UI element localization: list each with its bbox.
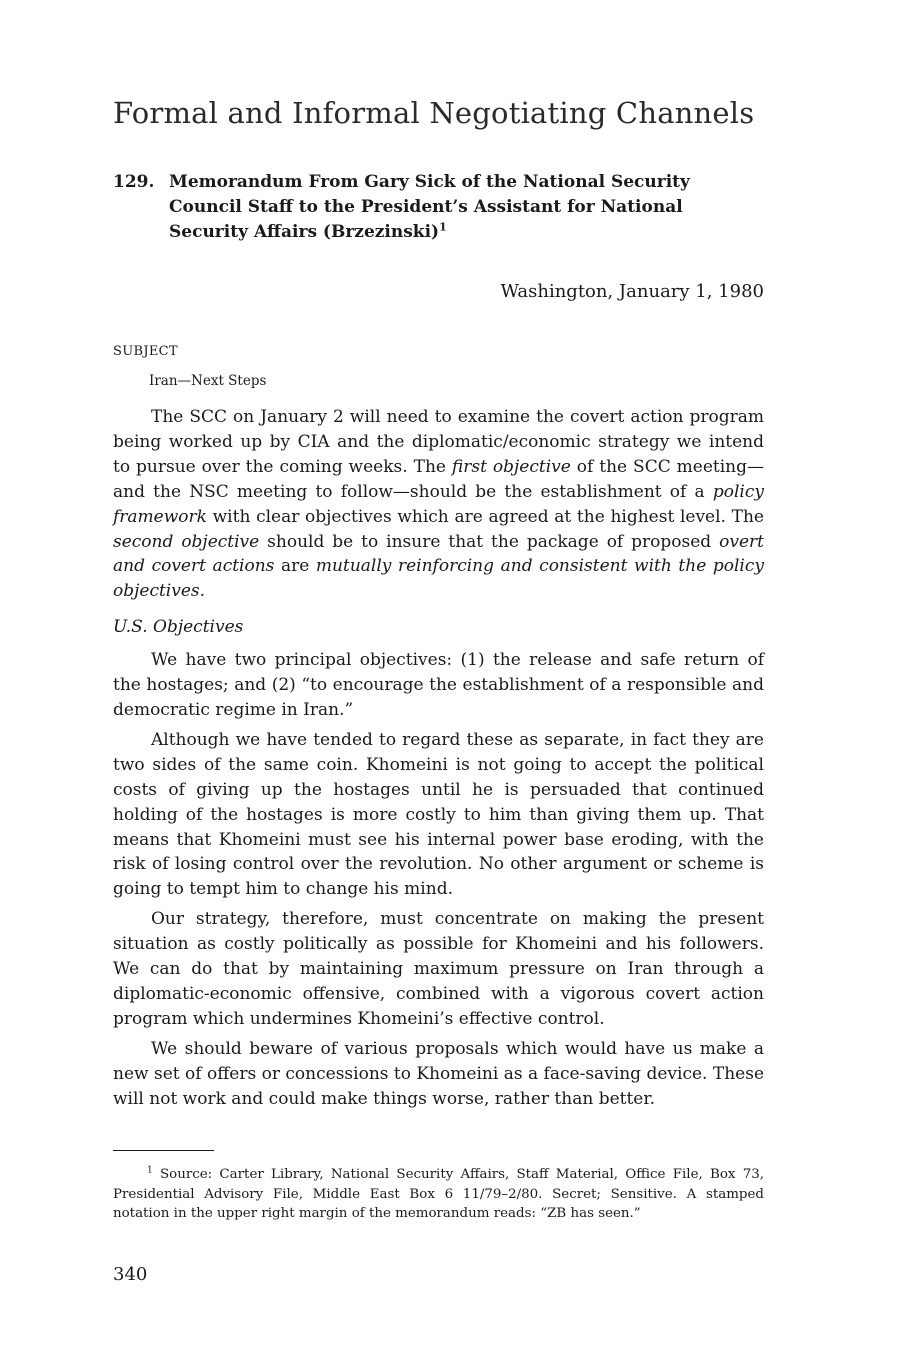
p1-text-c: of the SCC meeting—and the NSC meeting to follow—should be the establishment of a <box>113 456 765 502</box>
p1-emphasis-first-objective: first objective <box>451 456 571 477</box>
page-number: 340 <box>113 1264 148 1285</box>
footnote-reference: 1 <box>439 220 447 234</box>
document-title: Memorandum From Gary Sick of the National Security Council Staff to the President’s Assistant for National Security Affairs (Brzezinski) <box>169 172 690 242</box>
p1-text-a: The SCC on January 2 will need to examine the covert action program being worked up by CIA and the diplomatic/economic strategy we intend to pursue over the coming weeks. The <box>113 407 764 477</box>
document-heading <box>113 170 733 245</box>
p1-text-g: should be to insure that the package of proposed <box>259 531 720 552</box>
subject-label: SUBJECT <box>113 344 178 359</box>
p1-emphasis-policy-framework: policy framework <box>113 481 764 527</box>
subject-text: Iran—Next Steps <box>149 373 267 389</box>
p1-text-e: with clear objectives which are agreed at the highest level. The <box>206 506 764 527</box>
paragraph-1 <box>113 405 764 604</box>
footnote-text: Source: Carter Library, National Security Affairs, Staff Material, Office File, Box 73, Presidential Advisory File, Middle East Box 6 11/79–2/80. Secret; Sensitive. A stamped notation in the upper right margin of the memorandum reads: “ZB has seen.” <box>113 1167 764 1221</box>
document-title-block <box>169 170 733 245</box>
memo-body <box>113 405 764 1111</box>
p1-text-i: are <box>274 556 316 577</box>
footnote-marker: 1 <box>147 1165 153 1176</box>
p1-emphasis-reinforcing: mutually reinforcing and consistent with the policy objectives. <box>113 556 764 602</box>
p1-emphasis-actions: overt and covert actions <box>113 531 764 577</box>
footnote <box>113 1165 764 1224</box>
paragraph-5: We should beware of various proposals which would have us make a new set of offers or concessions to Khomeini as a face-saving device. These will not work and could make things worse, rather than better. <box>113 1038 764 1109</box>
chapter-title: Formal and Informal Negotiating Channels <box>113 96 755 130</box>
document-number: 129. <box>113 172 155 192</box>
paragraph-2: We have two principal objectives: (1) the release and safe return of the hostages; and (2) “to encourage the establishment of a responsible and democratic regime in Iran.” <box>113 650 764 720</box>
p1-emphasis-second-objective: second objective <box>113 531 260 552</box>
paragraph-3: Although we have tended to regard these as separate, in fact they are two sides of the same coin. Khomeini is not going to accept the political costs of giving up the hostages until he is persuaded that continued holding of the hostages is more costly to him than giving them up. That means that Khomeini must see his internal power base eroding, with the risk of losing control over the revolution. No other argument or scheme is going to tempt him to change his mind. <box>113 729 764 900</box>
footnote-divider <box>113 1150 214 1151</box>
dateline: Washington, January 1, 1980 <box>500 281 764 302</box>
section-heading: U.S. Objectives <box>113 617 244 638</box>
paragraph-4: Our strategy, therefore, must concentrate on making the present situation as costly politically as possible for Khomeini and his followers. We can do that by maintaining maximum pressure on Iran through a diplomatic-economic offensive, combined with a vigorous covert action program which undermines Khomeini’s effective control. <box>113 909 764 1029</box>
